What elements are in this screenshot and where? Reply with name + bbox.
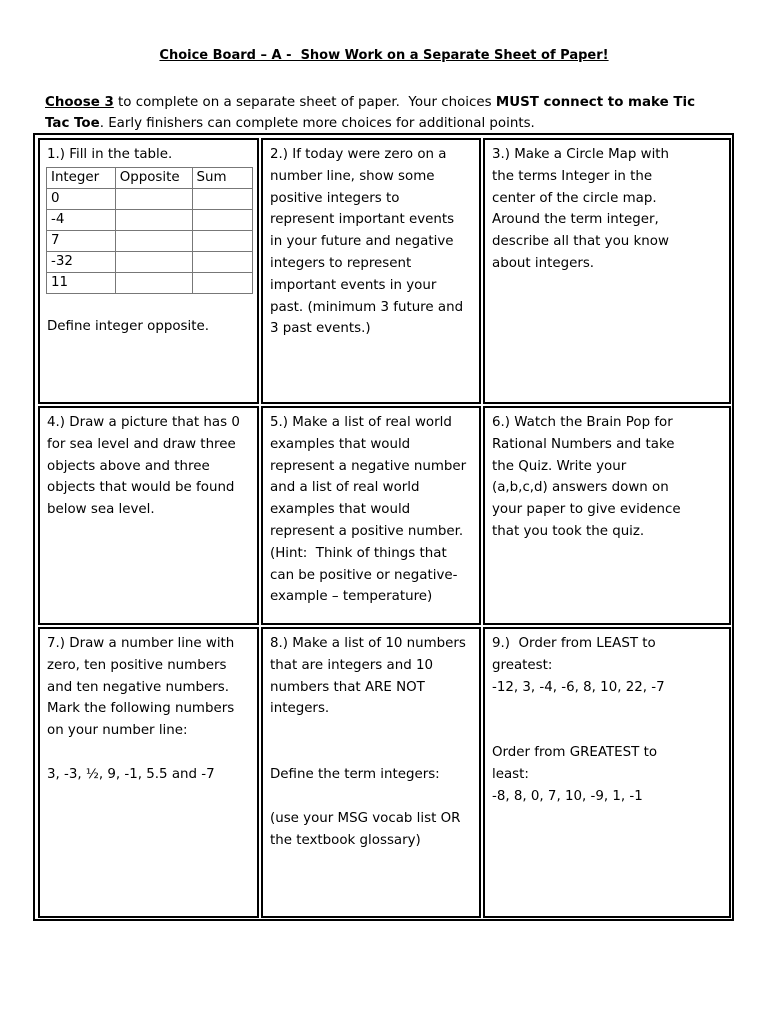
number-list: -8, 8, 0, 7, 10, -9, 1, -1	[492, 788, 643, 804]
opposite-blank	[115, 251, 192, 272]
must-connect-text: MUST connect to make Tic	[495, 95, 696, 110]
text-line: examples that would	[270, 502, 411, 518]
instructions	[45, 92, 735, 134]
text-line: Rational Numbers and take	[492, 436, 675, 452]
text-line: can be positive or negative-	[270, 567, 458, 583]
table-row	[47, 188, 253, 209]
text-line: Order from GREATEST to	[492, 745, 658, 761]
sum-blank	[192, 209, 253, 230]
column-header-integer: Integer	[47, 167, 116, 188]
text-line: in your future and negative	[270, 234, 454, 250]
text-line: (Hint: Think of things that	[270, 545, 447, 561]
text-line: Mark the following numbers	[47, 701, 235, 717]
text-line: objects above and three	[47, 458, 210, 474]
text-line: Around the term integer,	[492, 212, 659, 228]
text-line: 5.) Make a list of real world	[270, 415, 452, 430]
choose-count: Choose 3	[45, 95, 114, 110]
tic-tac-toe-text: Tac Toe	[45, 116, 100, 131]
choice-cell-4	[38, 406, 259, 625]
table-row	[47, 209, 253, 230]
choice-cell-2	[261, 138, 481, 404]
text-line: below sea level.	[47, 502, 155, 518]
text-line: 8.) Make a list of 10 numbers	[270, 636, 466, 651]
opposite-blank	[115, 272, 192, 293]
integer-cell: -32	[47, 251, 116, 272]
opposite-blank	[115, 230, 192, 251]
page-title: Choice Board – A - Show Work on a Separate Sheet of Paper!	[159, 48, 609, 63]
integer-cell: 0	[47, 188, 116, 209]
integer-table	[46, 167, 253, 294]
text-line: and a list of real world	[270, 480, 420, 496]
table-row	[47, 272, 253, 293]
sum-blank	[192, 251, 253, 272]
table-row	[47, 230, 253, 251]
text-line: greatest:	[492, 657, 553, 673]
text-line: describe all that you know	[492, 234, 669, 250]
text-line: zero, ten positive numbers	[47, 657, 227, 673]
text-line: for sea level and draw three	[47, 436, 236, 452]
text-line: example – temperature)	[270, 589, 433, 605]
text-line: the Quiz. Write your	[492, 458, 627, 474]
text-line: center of the circle map.	[492, 190, 657, 206]
text-line: (a,b,c,d) answers down on	[492, 480, 669, 496]
sum-blank	[192, 188, 253, 209]
text-line: integers.	[270, 701, 330, 717]
text-line: 3.) Make a Circle Map with	[492, 147, 670, 162]
table-row	[47, 251, 253, 272]
text-line: that are integers and 10	[270, 657, 434, 673]
integer-cell: 11	[47, 272, 116, 293]
column-header-opposite: Opposite	[115, 167, 192, 188]
text-line: objects that would be found	[47, 480, 235, 496]
text-line: about integers.	[492, 255, 595, 271]
opposite-blank	[115, 188, 192, 209]
text-line: past. (minimum 3 future and	[270, 299, 464, 315]
text-line: that you took the quiz.	[492, 523, 645, 539]
number-list: 3, -3, ½, 9, -1, 5.5 and -7	[47, 766, 215, 782]
text-line: positive integers to	[270, 190, 400, 206]
text-line: 7.) Draw a number line with	[47, 636, 235, 651]
number-list: -12, 3, -4, -6, 8, 10, 22, -7	[492, 679, 665, 695]
integer-cell: 7	[47, 230, 116, 251]
text-line: and ten negative numbers.	[47, 679, 229, 695]
text-line: examples that would	[270, 436, 411, 452]
text-line: 2.) If today were zero on a	[270, 147, 447, 162]
text-line: your paper to give evidence	[492, 502, 681, 518]
text-line: 3 past events.)	[270, 321, 371, 337]
text-line: important events in your	[270, 277, 437, 293]
choice-cell-9	[483, 627, 731, 918]
choice-cell-7	[38, 627, 259, 918]
text-line: the terms Integer in the	[492, 168, 653, 184]
text-line: represent important events	[270, 212, 455, 228]
choice-1-footer: Define integer opposite.	[47, 318, 209, 334]
text-line: the textbook glossary)	[270, 832, 421, 848]
text-line: 9.) Order from LEAST to	[492, 636, 656, 651]
instructions-text-1: to complete on a separate sheet of paper. Your choices	[113, 95, 496, 110]
text-line: (use your MSG vocab list OR	[270, 810, 461, 826]
choice-board-grid	[33, 133, 734, 921]
choice-cell-3	[483, 138, 731, 404]
choice-cell-8	[261, 627, 481, 918]
opposite-blank	[115, 209, 192, 230]
text-line: on your number line:	[47, 723, 188, 739]
text-line: numbers that ARE NOT	[270, 679, 425, 695]
text-line: 4.) Draw a picture that has 0	[47, 415, 240, 430]
text-line: represent a positive number.	[270, 523, 464, 539]
choice-1-heading: 1.) Fill in the table.	[47, 147, 173, 162]
text-line: integers to represent	[270, 255, 412, 271]
text-line: 6.) Watch the Brain Pop for	[492, 415, 673, 430]
table-header-row	[47, 167, 253, 188]
choice-cell-5	[261, 406, 481, 625]
column-header-sum: Sum	[192, 167, 253, 188]
sum-blank	[192, 272, 253, 293]
sum-blank	[192, 230, 253, 251]
define-prompt: Define the term integers:	[270, 767, 440, 783]
text-line: number line, show some	[270, 168, 435, 184]
integer-cell: -4	[47, 209, 116, 230]
instructions-text-2: . Early finishers can complete more choices for additional points.	[99, 116, 535, 131]
choice-cell-6	[483, 406, 731, 625]
text-line: represent a negative number	[270, 458, 467, 474]
choice-cell-1	[38, 138, 259, 404]
text-line: least:	[492, 767, 529, 783]
